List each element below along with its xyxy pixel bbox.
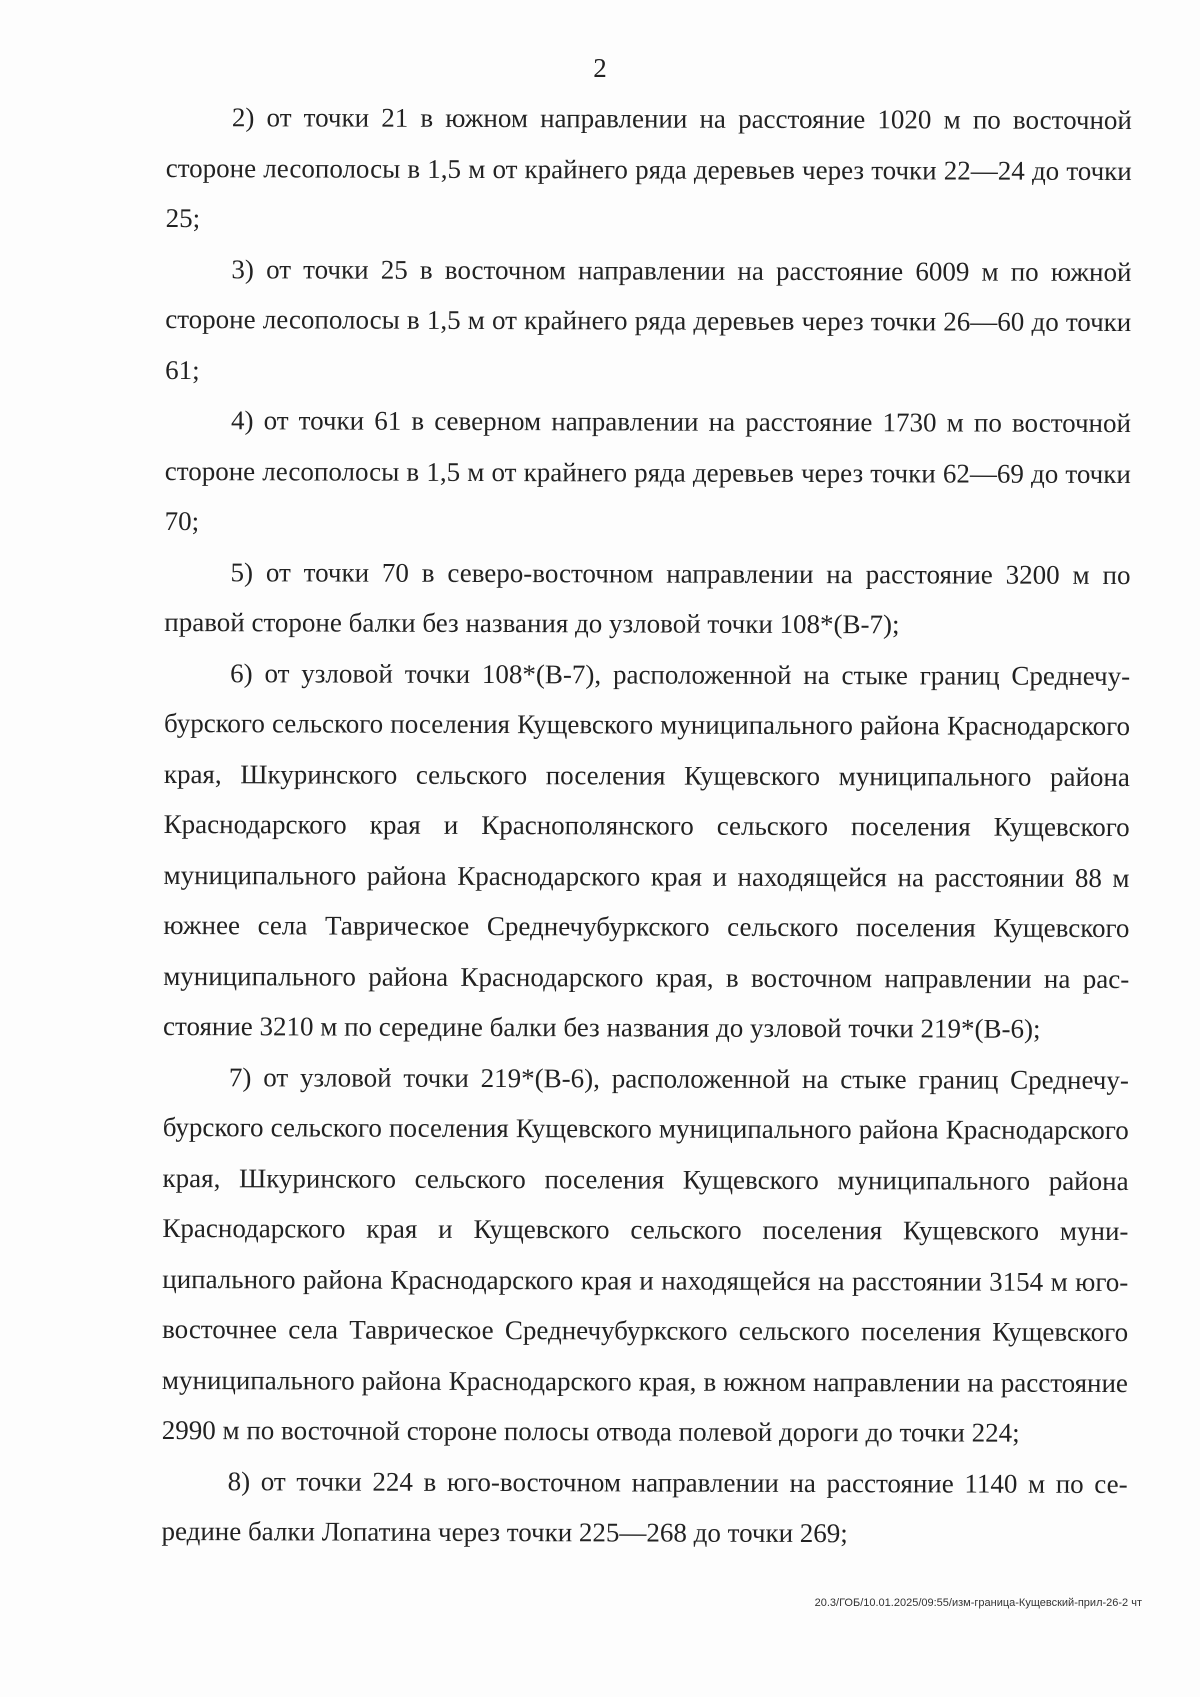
paragraph-6: 6) от узловой точки 108*(В-7), расположенной на стыке границ Среднечубурского сельского поселения Кущевского муниципального района Краснодарского края, Шкуринского сельского поселения Кущевского муниципального района Краснодарского края и Краснополянского сельского поселения Кущевского муниципального района Краснодарского края и находящейся на расстоянии 88 м южнее села Таврическое Среднечубуркского сельского поселения Кущевского муниципального района Краснодарского края, в восточном направлении на расстояние 3210 м по середине балки без названия до узловой точки 219*(В-6); <box>163 657 1131 1044</box>
paragraph-2: 2) от точки 21 в южном направлении на расстояние 1020 м по восточной стороне лесополосы в 1,5 м от крайнего ряда деревьев через точки 22—24 до точки 25; <box>165 102 1132 234</box>
document-footer-code: 20.3/ГОБ/10.01.2025/09:55/изм-граница-Кущевский-прил-26-2 чт <box>814 1597 1142 1609</box>
page-number: 2 <box>593 53 607 83</box>
paragraph-8: 8) от точки 224 в юго-восточном направлении на расстояние 1140 м по середине балки Лопатина через точки 225—268 до точки 269; <box>161 1465 1128 1549</box>
paragraph-7: 7) от узловой точки 219*(В-6), расположенной на стыке границ Среднечубурского сельского поселения Кущевского муниципального района Краснодарского края, Шкуринского сельского поселения Кущевского муниципального района Краснодарского края и Кущевского сельского поселения Кущевского муниципального района Краснодарского края и находящейся на расстоянии 3154 м юго-восточнее села Таврическое Среднечубуркского сельского поселения Кущевского муниципального района Краснодарского края, в южном направлении на расстояние 2990 м по восточной стороне полосы отвода полевой дороги до точки 224; <box>161 1061 1129 1448</box>
document-body <box>161 92 1132 1560</box>
paragraph-3: 3) от точки 25 в восточном направлении на расстояние 6009 м по южной стороне лесополосы в 1,5 м от крайнего ряда деревьев через точки 26—60 до точки 61; <box>165 253 1132 385</box>
paragraph-4: 4) от точки 61 в северном направлении на расстояние 1730 м по восточной стороне лесополосы в 1,5 м от крайнего ряда деревьев через точки 62—69 до точки 70; <box>164 405 1132 537</box>
paragraph-5: 5) от точки 70 в северо-восточном направлении на расстояние 3200 м по правой стороне балки без названия до узловой точки 108*(В-7); <box>164 556 1131 640</box>
